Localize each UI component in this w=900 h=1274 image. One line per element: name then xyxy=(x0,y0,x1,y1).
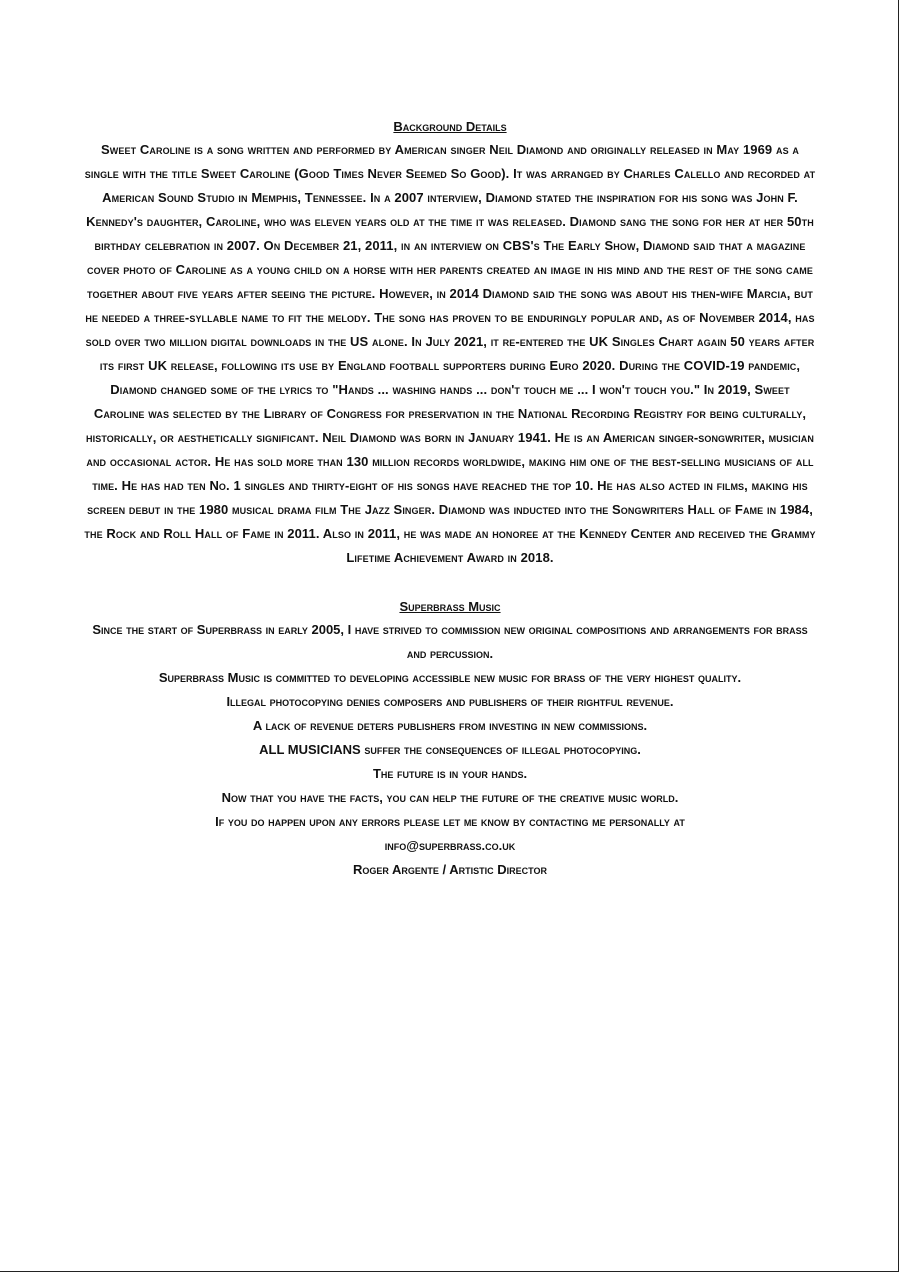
superbrass-line-commission: Since the start of Superbrass in early 2005, I have strived to commission new original compositions and arrangements for brass and percussion. xyxy=(92,622,808,661)
section-spacer xyxy=(84,570,816,596)
superbrass-line-errors: If you do happen upon any errors please let me know by contacting me personally at xyxy=(215,814,685,829)
signature-line: Roger Argente / Artistic Director xyxy=(353,862,547,877)
superbrass-line-illegal-photocopying: Illegal photocopying denies composers and publishers of their rightful revenue. xyxy=(226,694,674,709)
all-musicians-emphasis: ALL MUSICIANS xyxy=(259,742,361,757)
superbrass-line-revenue: A lack of revenue deters publishers from investing in new commissions. xyxy=(252,718,648,733)
musicians-consequence: suffer the consequences of illegal photocopying. xyxy=(360,742,641,757)
superbrass-line-future: The future is in your hands. xyxy=(372,766,528,781)
superbrass-line-commitment: Superbrass Music is committed to developing accessible new music for brass of the very highest quality. xyxy=(158,670,742,685)
background-heading: Background Details xyxy=(393,119,507,134)
superbrass-line-facts: Now that you have the facts, you can help the future of the creative music world. xyxy=(221,790,679,805)
contact-email: info@superbrass.co.uk xyxy=(384,838,516,853)
page-content xyxy=(84,116,816,882)
background-text: Sweet Caroline is a song written and performed by American singer Neil Diamond and originally released in May 1969 as a single with the title Sweet Caroline (Good Times Never Seemed So Good). It was arranged by Charles Calello and recorded at American Sound Studio in Memphis, Tennessee. In a 2007 interview, Diamond stated the inspiration for his song was John F. Kennedy's daughter, Caroline, who was eleven years old at the time it was released. Diamond sang the song for her at her 50th birthday celebration in 2007. On December 21, 2011, in an interview on CBS's The Early Show, Diamond said that a magazine cover photo of Caroline as a young child on a horse with her parents created an image in his mind and the rest of the song came together about five years after seeing the picture. However, in 2014 Diamond said the song was about his then-wife Marcia, but he needed a three-syllable name to fit the melody. The song has proven to be enduringly popular and, as of November 2014, has sold over two million digital downloads in the US alone. In July 2021, it re-entered the UK Singles Chart again 50 years after its first UK release, following its use by England football supporters during Euro 2020. During the COVID-19 pandemic, Diamond changed some of the lyrics to "Hands ... washing hands ... don't touch me ... I won't touch you." In 2019, Sweet Caroline was selected by the Library of Congress for preservation in the National Recording Registry for being culturally, historically, or aesthetically significant. Neil Diamond was born in January 1941. He is an American singer-songwriter, musician and occasional actor. He has sold more than 130 million records worldwide, making him one of the best-selling musicians of all time. He has had ten No. 1 singles and thirty-eight of his songs have reached the top 10. He has also acted in films, making his screen debut in the 1980 musical drama film The Jazz Singer. Diamond was inducted into the Songwriters Hall of Fame in 1984, the Rock and Roll Hall of Fame in 2011. Also in 2011, he was made an honoree at the Kennedy Center and received the Grammy Lifetime Achievement Award in 2018. xyxy=(84,142,816,565)
superbrass-heading: Superbrass Music xyxy=(399,599,501,614)
superbrass-line-musicians xyxy=(84,738,816,762)
